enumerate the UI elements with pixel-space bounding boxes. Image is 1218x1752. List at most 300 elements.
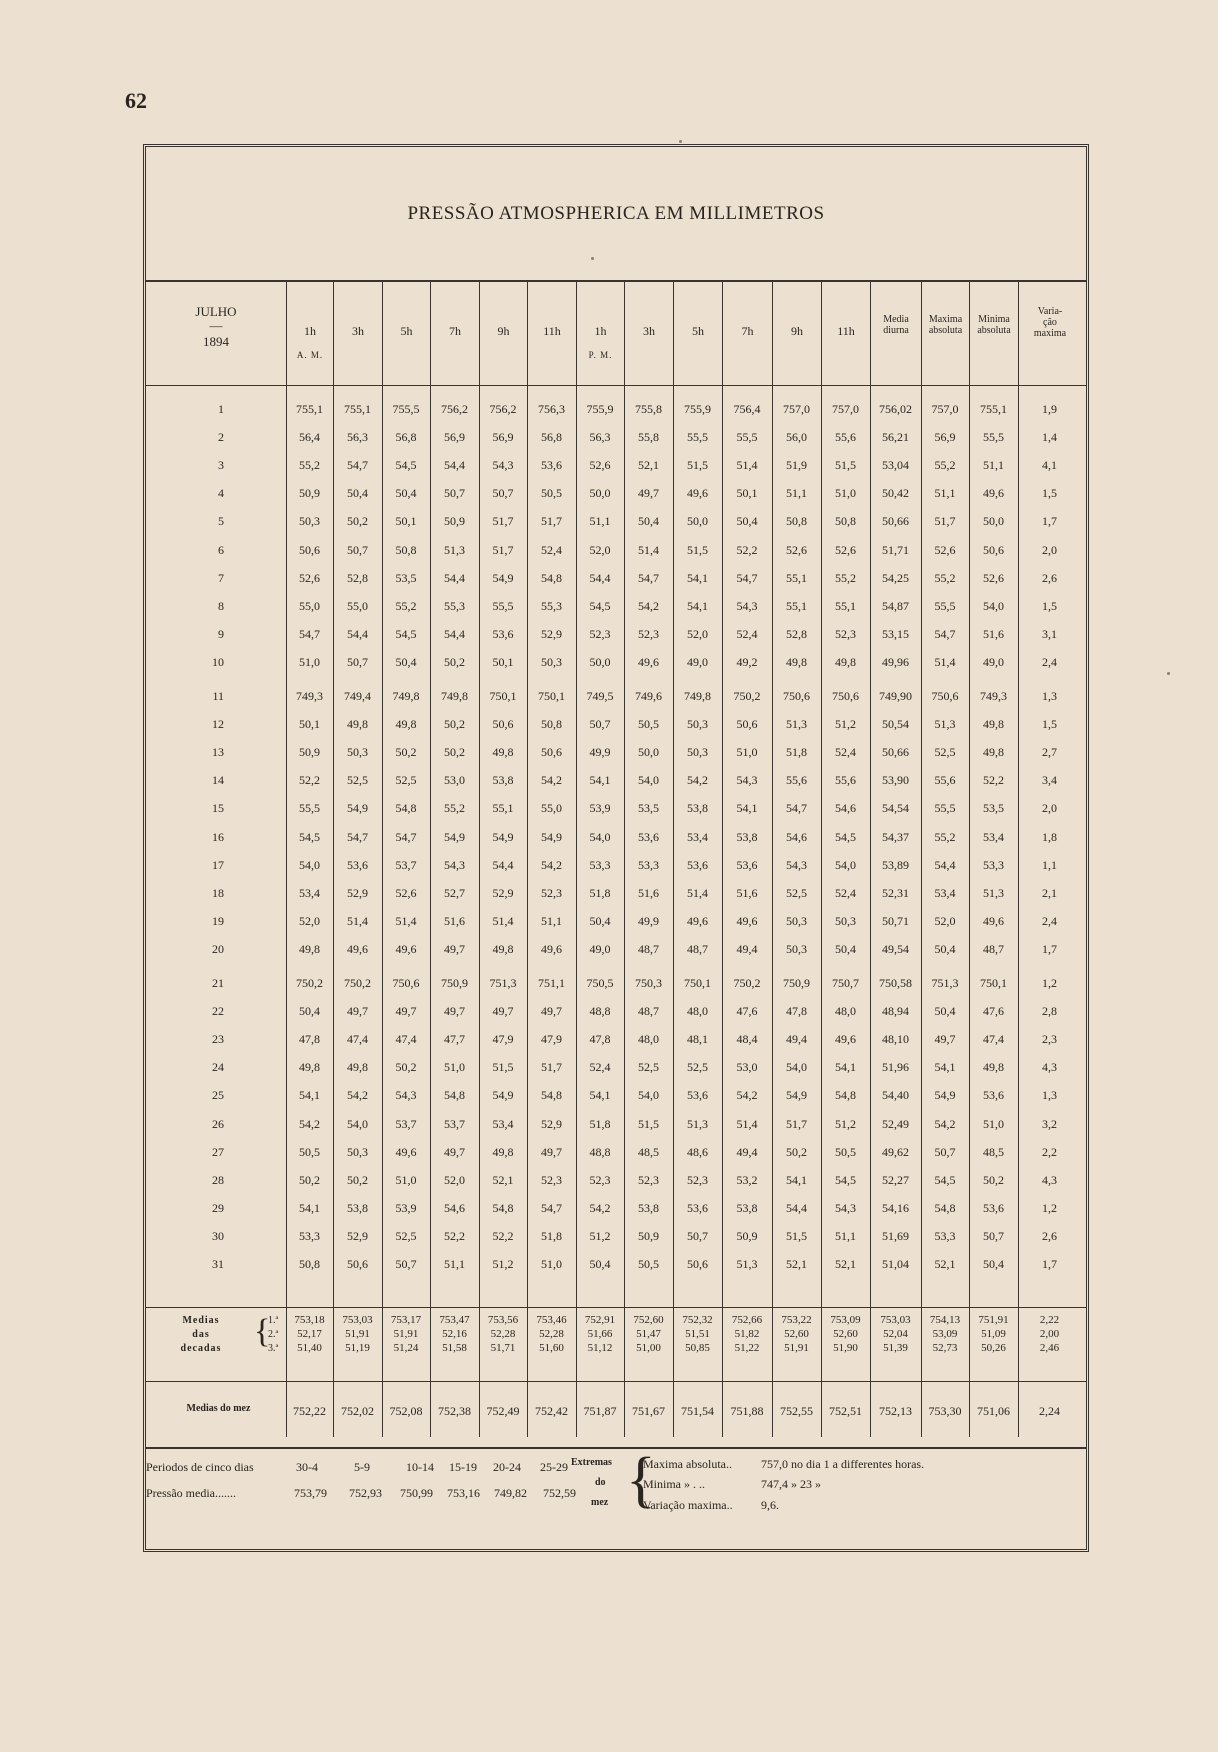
day-number: 31 (212, 1257, 224, 1271)
hour-label: 1h (594, 324, 607, 338)
data-cell: 52,6 (299, 570, 320, 585)
month-mean-cell: 751,67 (632, 1404, 665, 1418)
decade-cell: 51,19 (345, 1342, 370, 1354)
month-mean-cell: 2,24 (1039, 1404, 1060, 1418)
data-cell: 50,0 (589, 654, 611, 669)
day-number: 3 (218, 458, 224, 473)
data-cell: 51,1 (444, 1257, 465, 1271)
data-cell: 54,9 (444, 829, 465, 844)
column-header (772, 280, 821, 385)
data-cell: 50,9 (299, 486, 320, 501)
table-row (146, 794, 1086, 822)
table-row (146, 536, 1086, 564)
data-cell: 54,6 (444, 1200, 465, 1215)
data-cell: 51,3 (934, 717, 956, 732)
data-cell: 2,8 (1042, 1004, 1057, 1019)
data-cell: 50,6 (736, 717, 758, 732)
data-cell: 1,9 (1042, 402, 1057, 416)
data-cell: 54,2 (541, 857, 562, 872)
data-cell: 50,1 (736, 486, 758, 501)
data-cell: 52,6 (395, 885, 417, 900)
hour-label: 1h (304, 324, 316, 338)
hour-label: 5h (400, 324, 413, 338)
data-cell: 52,5 (687, 1060, 708, 1075)
data-cell: 48,7 (638, 941, 659, 956)
data-cell: 54,5 (395, 626, 417, 641)
data-cell: 53,9 (589, 801, 611, 816)
data-cell: 55,6 (934, 773, 956, 788)
data-cell: 50,3 (687, 717, 708, 732)
pressure-5: 749,82 (494, 1486, 527, 1500)
decade-cell: 2,00 (1039, 1328, 1060, 1340)
data-cell: 49,7 (541, 1144, 562, 1159)
data-cell: 53,9 (395, 1200, 417, 1215)
table-row (146, 935, 1086, 963)
data-cell: 750,6 (783, 689, 810, 703)
data-cell: 53,4 (983, 829, 1004, 844)
data-cell: 52,2 (299, 773, 320, 788)
decade-cell: 752,60 (633, 1314, 664, 1326)
column-header (870, 280, 921, 385)
data-cell: 54,1 (934, 1060, 956, 1075)
data-cell: 756,2 (441, 402, 468, 416)
month-mean-cell: 751,06 (977, 1404, 1010, 1418)
day-number: 20 (212, 941, 224, 956)
table-row (146, 997, 1086, 1025)
data-cell: 51,7 (492, 542, 514, 557)
period-4: 15-19 (449, 1460, 477, 1474)
speck (1167, 672, 1170, 675)
data-cell: 51,0 (444, 1060, 465, 1075)
data-cell: 54,3 (736, 598, 758, 613)
data-cell: 50,4 (934, 1004, 956, 1019)
day-number: 8 (218, 598, 224, 613)
data-cell: 50,0 (687, 514, 708, 529)
data-cell: 750,5 (586, 976, 614, 990)
data-cell: 52,6 (934, 542, 956, 557)
data-cell: 54,9 (541, 829, 562, 844)
decade-ordinal: 3.ª (268, 1343, 279, 1354)
data-cell: 751,3 (931, 976, 959, 990)
data-cell: 54,8 (835, 1088, 856, 1103)
data-cell: 50,6 (347, 1257, 368, 1271)
data-cell: 50,2 (395, 1060, 417, 1075)
data-cell: 54,7 (541, 1200, 562, 1215)
decade-cell: 50,85 (685, 1342, 710, 1354)
decade-cell: 51,90 (833, 1342, 858, 1354)
data-cell: 50,6 (687, 1257, 708, 1271)
data-cell: 53,6 (687, 1200, 708, 1215)
day-number: 4 (218, 486, 224, 501)
decade-cell: 51,51 (685, 1328, 710, 1340)
data-cell: 53,0 (444, 773, 465, 788)
data-cell: 55,5 (983, 430, 1004, 445)
data-cell: 52,9 (541, 1116, 562, 1131)
data-cell: 49,6 (983, 913, 1004, 928)
table-row (146, 648, 1086, 676)
data-cell: 47,4 (983, 1032, 1004, 1047)
decade-cell: 51,60 (539, 1342, 564, 1354)
data-cell: 2,6 (1042, 570, 1057, 585)
data-cell: 756,4 (733, 402, 761, 416)
data-cell: 54,7 (299, 626, 320, 641)
data-cell: 750,2 (733, 689, 761, 703)
data-cell: 52,3 (589, 626, 611, 641)
data-cell: 50,54 (882, 717, 909, 732)
data-cell: 47,4 (395, 1032, 417, 1047)
hour-label: 7h (741, 324, 754, 338)
data-cell: 54,8 (395, 801, 417, 816)
data-cell: 55,5 (934, 801, 956, 816)
data-cell: 49,8 (299, 941, 320, 956)
decade-row (146, 1313, 1086, 1327)
data-cell: 54,1 (299, 1200, 320, 1215)
data-cell: 53,8 (638, 1200, 659, 1215)
decades-label: decadas (180, 1343, 222, 1354)
decade-cell: 52,16 (442, 1328, 467, 1340)
decade-cell: 2,46 (1039, 1342, 1060, 1354)
extreme-value-1: 757,0 no dia 1 a differentes horas. (761, 1457, 925, 1471)
data-cell: 54,0 (638, 773, 659, 788)
data-cell: 49,8 (299, 1060, 320, 1075)
data-cell: 49,62 (882, 1144, 909, 1159)
data-cell: 52,3 (541, 1172, 562, 1187)
data-cell: 54,5 (835, 829, 856, 844)
data-cell: 750,6 (392, 976, 420, 990)
data-cell: 55,0 (541, 801, 562, 816)
data-cell: 49,4 (736, 941, 758, 956)
data-cell: 56,21 (882, 430, 909, 445)
column-header (1018, 280, 1081, 385)
data-cell: 49,6 (638, 654, 659, 669)
data-cell: 50,9 (444, 514, 465, 529)
day-number: 17 (212, 857, 224, 872)
data-cell: 50,5 (638, 1257, 659, 1271)
data-cell: 51,7 (541, 1060, 562, 1075)
data-cell: 750,6 (832, 689, 859, 703)
month-mean-cell: 751,87 (583, 1404, 617, 1418)
data-cell: 1,5 (1042, 598, 1057, 613)
data-cell: 51,8 (541, 1228, 562, 1243)
month-mean-cell: 751,54 (681, 1404, 714, 1418)
data-cell: 51,2 (589, 1228, 611, 1243)
data-cell: 54,3 (395, 1088, 417, 1103)
data-cell: 47,6 (736, 1004, 758, 1019)
table-row (146, 738, 1086, 766)
decade-cell: 753,56 (487, 1314, 519, 1326)
table-header (146, 280, 1086, 386)
data-cell: 51,4 (736, 458, 758, 473)
data-cell: 52,2 (983, 773, 1004, 788)
data-cell: 54,1 (589, 773, 611, 788)
data-cell: 49,7 (444, 1144, 465, 1159)
data-cell: 54,7 (736, 570, 758, 585)
decade-cell: 51,91 (393, 1328, 419, 1340)
data-cell: 54,5 (934, 1172, 956, 1187)
column-header (333, 280, 382, 385)
day-number: 28 (212, 1172, 224, 1187)
data-cell: 50,7 (687, 1228, 708, 1243)
data-cell: 749,3 (296, 689, 323, 703)
decade-cell: 753,09 (830, 1314, 861, 1326)
decade-cell: 51,66 (587, 1328, 613, 1340)
data-cell: 54,7 (786, 801, 807, 816)
media-diurna-label: Media diurna (883, 314, 909, 336)
data-cell: 49,54 (882, 941, 909, 956)
data-cell: 51,3 (736, 1257, 758, 1271)
table-row (146, 823, 1086, 851)
year-label: 1894 (203, 334, 229, 349)
data-cell: 51,4 (347, 913, 368, 928)
column-header (430, 280, 479, 385)
data-cell: 47,8 (786, 1004, 807, 1019)
data-cell: 51,9 (786, 458, 807, 473)
data-cell: 750,58 (879, 976, 912, 990)
column-header (382, 280, 430, 385)
data-cell: 51,6 (444, 913, 465, 928)
month-means-row (146, 1397, 1086, 1425)
data-cell: 50,6 (492, 717, 514, 732)
month-mean-cell: 752,02 (341, 1404, 374, 1418)
data-cell: 51,4 (395, 913, 417, 928)
data-cell: 54,0 (638, 1088, 659, 1103)
data-cell: 54,3 (835, 1200, 856, 1215)
day-number: 22 (212, 1004, 224, 1019)
data-cell: 54,9 (492, 570, 514, 585)
month-mean-cell: 752,13 (879, 1404, 912, 1418)
table-row (146, 1081, 1086, 1109)
decade-cell: 52,17 (297, 1328, 322, 1340)
data-cell: 52,3 (589, 1172, 611, 1187)
data-cell: 2,0 (1042, 801, 1057, 816)
data-cell: 749,5 (586, 689, 614, 703)
table-row (146, 423, 1086, 451)
data-cell: 55,5 (299, 801, 320, 816)
data-cell: 54,1 (687, 570, 708, 585)
data-cell: 54,3 (444, 857, 465, 872)
data-cell: 50,3 (835, 913, 856, 928)
data-cell: 52,2 (492, 1228, 514, 1243)
data-cell: 50,5 (299, 1144, 320, 1159)
data-cell: 56,3 (589, 430, 611, 445)
data-cell: 52,3 (835, 626, 856, 641)
data-cell: 52,4 (589, 1060, 611, 1075)
data-cell: 750,2 (733, 976, 761, 990)
data-cell: 56,0 (786, 430, 807, 445)
decade-cell: 754,13 (929, 1314, 961, 1326)
period-1: 30-4 (296, 1460, 318, 1474)
decade-cell: 752,66 (731, 1314, 763, 1326)
day-number: 9 (218, 626, 224, 641)
data-cell: 55,5 (934, 598, 956, 613)
day-number: 29 (212, 1200, 224, 1215)
data-cell: 749,6 (635, 689, 662, 703)
data-cell: 50,9 (638, 1228, 659, 1243)
data-cell: 54,5 (299, 829, 320, 844)
decade-row (146, 1327, 1086, 1341)
data-cell: 54,5 (395, 458, 417, 473)
data-cell: 54,54 (882, 801, 909, 816)
data-cell: 50,7 (347, 654, 368, 669)
column-header (821, 280, 870, 385)
data-cell: 52,9 (347, 885, 368, 900)
data-cell: 50,0 (983, 514, 1004, 529)
data-cell: 48,5 (983, 1144, 1004, 1159)
data-cell: 54,4 (444, 626, 465, 641)
column-header (722, 280, 772, 385)
period-6: 25-29 (540, 1460, 568, 1474)
data-cell: 757,0 (931, 402, 959, 416)
data-cell: 55,3 (444, 598, 465, 613)
data-cell: 54,7 (395, 829, 417, 844)
month-dash: — (209, 318, 223, 333)
data-cell: 53,8 (687, 801, 708, 816)
day-number: 21 (212, 976, 224, 990)
data-cell: 54,8 (444, 1088, 465, 1103)
period-5: 20-24 (493, 1460, 521, 1474)
hour-label: 11h (543, 324, 561, 338)
data-cell: 755,1 (296, 402, 323, 416)
data-cell: 49,9 (589, 745, 611, 760)
data-cell: 53,90 (882, 773, 909, 788)
data-cell: 56,8 (395, 430, 417, 445)
data-cell: 50,2 (347, 514, 368, 529)
data-cell: 51,8 (589, 1116, 611, 1131)
decade-cell: 51,00 (636, 1342, 661, 1354)
data-cell: 51,4 (934, 654, 956, 669)
data-cell: 54,2 (299, 1116, 320, 1131)
data-cell: 53,3 (589, 857, 611, 872)
table-row (146, 1138, 1086, 1166)
table-row (146, 507, 1086, 535)
table-row (146, 1110, 1086, 1138)
data-cell: 749,4 (344, 689, 371, 703)
data-cell: 48,6 (687, 1144, 708, 1159)
data-cell: 51,5 (492, 1060, 514, 1075)
day-number: 19 (212, 913, 224, 928)
data-cell: 50,4 (983, 1257, 1004, 1271)
data-cell: 49,7 (395, 1004, 417, 1019)
day-number: 10 (212, 654, 224, 669)
table-row (146, 907, 1086, 935)
table-title: PRESSÃO ATMOSPHERICA EM MILLIMETROS (407, 203, 825, 224)
data-cell: 53,8 (347, 1200, 368, 1215)
data-cell: 750,7 (832, 976, 859, 990)
data-cell: 54,1 (835, 1060, 856, 1075)
month-mean-cell: 752,42 (535, 1404, 568, 1418)
data-cell: 51,5 (786, 1228, 807, 1243)
data-cell: 54,0 (347, 1116, 368, 1131)
data-cell: 52,3 (541, 885, 562, 900)
data-cell: 50,7 (589, 717, 611, 732)
table-row (146, 1222, 1086, 1250)
data-cell: 50,9 (299, 745, 320, 760)
data-cell: 53,6 (347, 857, 368, 872)
data-cell: 750,3 (635, 976, 662, 990)
decade-cell: 52,60 (833, 1328, 858, 1340)
data-cell: 750,1 (684, 976, 711, 990)
data-cell: 50,4 (835, 941, 856, 956)
data-cell: 52,6 (835, 542, 856, 557)
data-cell: 53,5 (983, 801, 1004, 816)
decade-ordinal: 2.ª (268, 1329, 279, 1340)
decade-cell: 52,04 (883, 1328, 908, 1340)
data-cell: 52,5 (395, 1228, 417, 1243)
data-cell: 51,7 (492, 514, 514, 529)
data-cell: 1,8 (1042, 829, 1057, 844)
data-cell: 49,8 (492, 745, 514, 760)
day-number: 1 (218, 402, 224, 416)
data-cell: 55,6 (835, 773, 856, 788)
hour-label: 3h (643, 324, 655, 338)
table-row (146, 851, 1086, 879)
data-cell: 56,9 (444, 430, 465, 445)
data-cell: 52,2 (736, 542, 758, 557)
data-cell: 50,3 (786, 913, 807, 928)
data-cell: 53,04 (882, 458, 909, 473)
data-cell: 49,0 (687, 654, 708, 669)
data-cell: 51,1 (983, 458, 1004, 473)
hour-label: 11h (837, 324, 855, 338)
data-cell: 50,2 (299, 1172, 320, 1187)
table-row (146, 1194, 1086, 1222)
data-cell: 54,37 (882, 829, 909, 844)
data-cell: 54,1 (786, 1172, 807, 1187)
data-cell: 2,4 (1042, 913, 1057, 928)
data-cell: 50,1 (492, 654, 514, 669)
data-cell: 51,4 (687, 885, 708, 900)
data-cell: 49,8 (492, 1144, 514, 1159)
data-cell: 49,6 (983, 486, 1004, 501)
data-cell: 54,0 (983, 598, 1004, 613)
data-cell: 54,1 (687, 598, 708, 613)
footer-rule (146, 1447, 1086, 1449)
data-cell: 54,4 (589, 570, 611, 585)
data-cell: 54,0 (835, 857, 856, 872)
data-cell: 52,6 (983, 570, 1004, 585)
data-cell: 49,6 (687, 486, 708, 501)
data-cell: 52,6 (589, 458, 611, 473)
data-cell: 56,8 (541, 430, 562, 445)
data-cell: 54,4 (934, 857, 956, 872)
data-cell: 1,4 (1042, 430, 1057, 445)
data-cell: 750,6 (931, 689, 959, 703)
decade-cell: 751,91 (978, 1314, 1009, 1326)
data-cell: 755,1 (344, 402, 371, 416)
day-number: 12 (212, 717, 224, 732)
decade-ordinal: 1.ª (268, 1315, 279, 1326)
data-cell: 48,0 (687, 1004, 708, 1019)
column-header (624, 280, 673, 385)
data-cell: 53,6 (736, 857, 758, 872)
data-cell: 48,94 (882, 1004, 909, 1019)
month-mean-cell: 752,55 (780, 1404, 813, 1418)
data-cell: 1,1 (1042, 857, 1057, 872)
data-cell: 52,8 (786, 626, 807, 641)
data-cell: 50,4 (638, 514, 659, 529)
data-cell: 47,8 (299, 1032, 320, 1047)
pressure-label: Pressão media....... (146, 1486, 236, 1500)
data-cell: 55,1 (786, 570, 807, 585)
data-cell: 55,8 (638, 430, 659, 445)
data-cell: 50,8 (541, 717, 562, 732)
pressure-6: 752,59 (543, 1486, 576, 1500)
data-cell: 51,4 (736, 1116, 758, 1131)
data-cell: 49,6 (395, 941, 417, 956)
data-cell: 49,9 (638, 913, 659, 928)
table-row (146, 592, 1086, 620)
data-cell: 54,87 (882, 598, 909, 613)
